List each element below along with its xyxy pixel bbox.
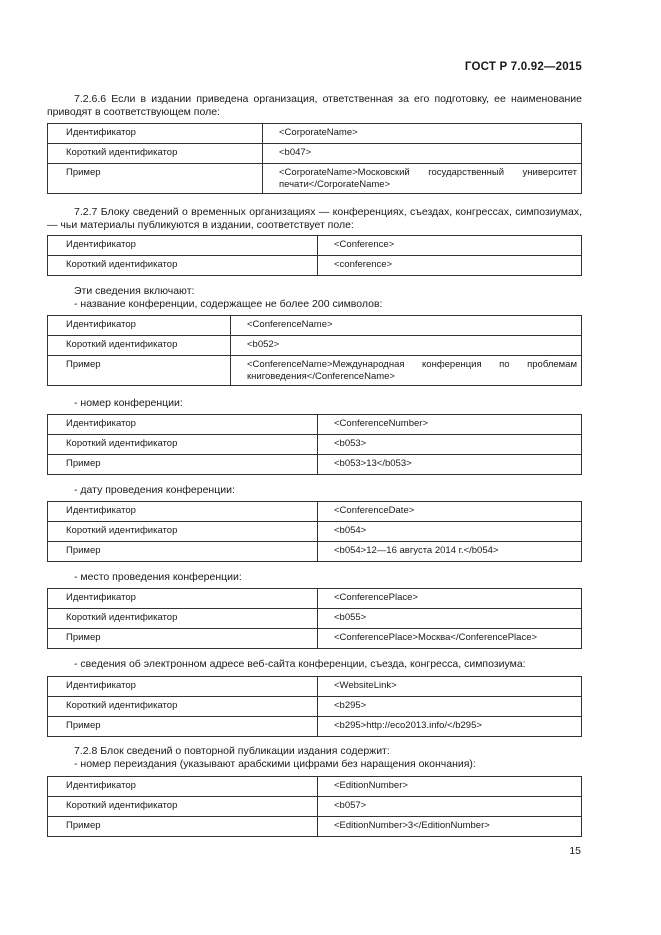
list-item-edition-number: - номер переиздания (указывают арабскими цифрами без наращения окончания): [74, 758, 476, 770]
row-label: Пример [48, 629, 318, 649]
paragraph-7-2-7 [47, 206, 582, 232]
table-row [48, 797, 582, 817]
row-value: <b054> [318, 522, 582, 542]
row-value: <b047> [263, 144, 582, 164]
row-label: Идентификатор [48, 316, 231, 336]
row-label: Пример [48, 164, 263, 194]
row-label: Идентификатор [48, 236, 318, 256]
row-label: Идентификатор [48, 502, 318, 522]
table-row [48, 256, 582, 276]
list-item-conference-number: - номер конференции: [74, 397, 183, 409]
table-row [48, 697, 582, 717]
paragraph-7-2-8: 7.2.8 Блок сведений о повторной публикации издания содержит: [74, 745, 390, 757]
table-row [48, 164, 582, 194]
paragraph-7-2-6-6 [47, 93, 582, 119]
table-row [48, 817, 582, 837]
table-row [48, 502, 582, 522]
row-label: Пример [48, 817, 318, 837]
document-header-standard: ГОСТ Р 7.0.92—2015 [464, 61, 582, 73]
row-value: <b053>13</b053> [318, 455, 582, 475]
table-row [48, 609, 582, 629]
paragraph-text: 7.2.6.6 Если в издании приведена организация, ответственная за его подготовку, ее наименование приводят в соответствующем поле: [47, 93, 582, 118]
row-value: <EditionNumber>3</EditionNumber> [318, 817, 582, 837]
paragraph-text: 7.2.7 Блоку сведений о временных организациях — конференциях, съездах, конгрессах, симпозиумах, — чьи материалы публикуются в издании, соответствует поле: [47, 206, 582, 231]
table-row [48, 777, 582, 797]
row-label: Идентификатор [48, 589, 318, 609]
row-label: Пример [48, 356, 231, 386]
table-row [48, 316, 582, 336]
table-row [48, 589, 582, 609]
row-value: <ConferencePlace>Москва</ConferencePlace> [318, 629, 582, 649]
row-value: <b057> [318, 797, 582, 817]
table-row [48, 542, 582, 562]
table-row [48, 144, 582, 164]
row-value: <b054>12—16 августа 2014 г.</b054> [318, 542, 582, 562]
row-label: Короткий идентификатор [48, 609, 318, 629]
table-row [48, 236, 582, 256]
table-row [48, 455, 582, 475]
list-item-conference-name: - название конференции, содержащее не более 200 символов: [74, 298, 383, 310]
row-value: <CorporateName>Московский государственный университет печати</CorporateName> [263, 164, 582, 194]
row-value: <WebsiteLink> [318, 677, 582, 697]
list-item-conference-place: - место проведения конференции: [74, 571, 242, 583]
field-table-conference-name [47, 315, 582, 386]
row-value: <b295>http://eco2013.info/</b295> [318, 717, 582, 737]
row-value: <CorporateName> [263, 124, 582, 144]
field-table-conference-place [47, 588, 582, 649]
row-label: Идентификатор [48, 124, 263, 144]
row-label: Пример [48, 542, 318, 562]
table-row [48, 717, 582, 737]
table-row [48, 336, 582, 356]
table-row [48, 124, 582, 144]
row-value: <conference> [318, 256, 582, 276]
page-number: 15 [569, 845, 581, 857]
row-label: Идентификатор [48, 777, 318, 797]
list-item-conference-date: - дату проведения конференции: [74, 484, 235, 496]
row-value: <b052> [231, 336, 582, 356]
row-label: Короткий идентификатор [48, 435, 318, 455]
row-value: <b295> [318, 697, 582, 717]
row-value: <ConferenceNumber> [318, 415, 582, 435]
row-label: Пример [48, 717, 318, 737]
row-label: Короткий идентификатор [48, 797, 318, 817]
row-value: <ConferencePlace> [318, 589, 582, 609]
row-label: Короткий идентификатор [48, 522, 318, 542]
row-label: Идентификатор [48, 415, 318, 435]
table-row [48, 415, 582, 435]
row-label: Короткий идентификатор [48, 336, 231, 356]
field-table-conference-date [47, 501, 582, 562]
table-row [48, 522, 582, 542]
row-value: <b055> [318, 609, 582, 629]
row-label: Короткий идентификатор [48, 256, 318, 276]
field-table-conference-number [47, 414, 582, 475]
field-table-edition-number [47, 776, 582, 837]
row-value: <Conference> [318, 236, 582, 256]
row-value: <b053> [318, 435, 582, 455]
table-row [48, 435, 582, 455]
row-value: <EditionNumber> [318, 777, 582, 797]
row-value: <ConferenceDate> [318, 502, 582, 522]
table-row [48, 356, 582, 386]
field-table-conference [47, 235, 582, 276]
field-table-corporate-name [47, 123, 582, 194]
row-label: Идентификатор [48, 677, 318, 697]
row-label: Пример [48, 455, 318, 475]
row-value: <ConferenceName>Международная конференция по проблемам книговедения</ConferenceName> [231, 356, 582, 386]
table-row [48, 629, 582, 649]
row-label: Короткий идентификатор [48, 697, 318, 717]
list-item-website: - сведения об электронном адресе веб-сайта конференции, съезда, конгресса, симпозиума: [74, 658, 526, 670]
row-label: Короткий идентификатор [48, 144, 263, 164]
table-row [48, 677, 582, 697]
row-value: <ConferenceName> [231, 316, 582, 336]
field-table-website-link [47, 676, 582, 737]
intro-text: Эти сведения включают: [74, 285, 195, 297]
